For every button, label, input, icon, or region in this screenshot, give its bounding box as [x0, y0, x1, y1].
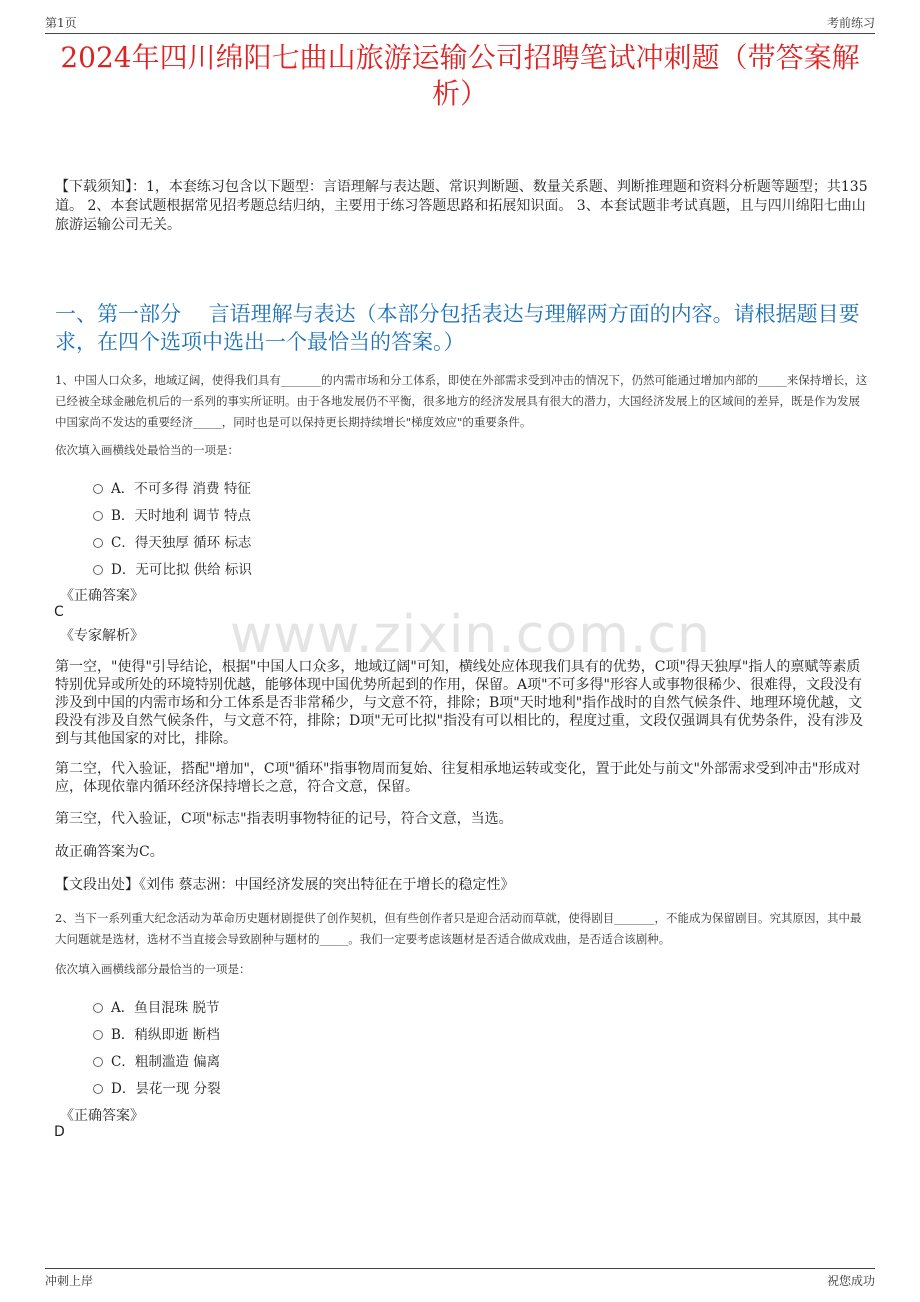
watermark: www.zixin.com.cn [230, 605, 711, 665]
question-1-analysis-label: 《专家解析》 [60, 628, 144, 644]
question-1-text: 1、中国人口众多，地域辽阔，使得我们具有_______的内需市场和分工体系，即使在外部需求受到冲击的情况下，仍然可能通过增加内部的_____来保持增长，这已经被全球金融危机后的一系列的事实所证明。由于各地发展仍不平衡，很多地方的经济发展具有很大的潜力，大国经济发展上的区域间的差异，既是作为发展中国家尚不发达的重要经济_____，同时也是可以保持更长期持续增长"梯度效应"的重要条件。 [55, 373, 868, 429]
section-title: 一、第一部分 言语理解与表达（本部分包括表达与理解两方面的内容。请根据题目要求，在四个选项中选出一个最恰当的答案。） [55, 302, 860, 354]
download-notice: 【下载须知】：1，本套练习包含以下题型：言语理解与表达题、常识判断题、数量关系题、判断推理题和资料分析题等题型；共135道。 2、本套试题根据常见招考题总结归纳，主要用于练习答题思路和拓展知识面。 3、本套试题非考试真题，且与四川绵阳七曲山旅游运输公司无关。 [55, 179, 868, 233]
option-label: A．不可多得 消费 特征 [111, 481, 251, 497]
radio-icon[interactable] [93, 538, 103, 548]
source-citation: 【文段出处】《刘伟 蔡志洲：中国经济发展的突出特征在于增长的稳定性》 [55, 877, 515, 893]
page-number: 第1页 [45, 16, 77, 30]
question-2-text: 2、当下一系列重大纪念活动为革命历史题材剧提供了创作契机，但有些创作者只是迎合活动而草就，使得剧目_______，不能成为保留剧目。究其原因，其中最大问题就是选材，选材不当直接会导致剧种与题材的_____。我们一定要考虑该题材是否适合做成戏曲，是否适合该剧种。 [55, 911, 862, 946]
header-divider [45, 33, 875, 34]
question-2-prompt: 依次填入画横线部分最恰当的一项是： [55, 962, 251, 976]
question-1-option-d[interactable] [93, 558, 252, 578]
option-label: D．昙花一现 分裂 [111, 1081, 221, 1097]
footer-divider [45, 1268, 875, 1269]
option-label: A．鱼目混珠 脱节 [111, 1000, 220, 1016]
question-2-option-c[interactable] [93, 1050, 220, 1070]
document-title: 2024年四川绵阳七曲山旅游运输公司招聘笔试冲刺题（带答案解析） [60, 41, 860, 110]
analysis-paragraph: 第三空，代入验证，C项"标志"指表明事物特征的记号，符合文意，当选。 [55, 811, 513, 827]
footer-right-text: 祝您成功 [826, 1274, 875, 1288]
question-1-option-b[interactable] [93, 504, 251, 524]
footer-left-text: 冲刺上岸 [45, 1274, 94, 1288]
option-label: C．粗制滥造 偏离 [111, 1054, 221, 1070]
question-2-option-b[interactable] [93, 1023, 220, 1043]
option-label: D．无可比拟 供给 标识 [111, 562, 252, 578]
question-2-option-d[interactable] [93, 1077, 221, 1097]
option-label: B．稍纵即逝 断档 [111, 1027, 220, 1043]
header-tag: 考前练习 [826, 16, 875, 30]
question-1-option-a[interactable] [93, 477, 251, 497]
question-1-answer-label: 《正确答案》 [60, 588, 144, 604]
question-1-option-c[interactable] [93, 531, 251, 551]
radio-icon[interactable] [93, 511, 103, 521]
radio-icon[interactable] [93, 1084, 103, 1094]
radio-icon[interactable] [93, 1057, 103, 1067]
option-label: B．天时地利 调节 特点 [111, 508, 252, 524]
radio-icon[interactable] [93, 1003, 103, 1013]
question-2-option-a[interactable] [93, 996, 220, 1016]
question-1-prompt: 依次填入画横线处最恰当的一项是： [55, 443, 239, 457]
analysis-conclusion: 故正确答案为C。 [55, 844, 164, 860]
radio-icon[interactable] [93, 565, 103, 575]
question-2-answer: D [54, 1124, 65, 1140]
analysis-paragraph: 第二空，代入验证，搭配"增加"，C项"循环"指事物周而复始、往复相承地运转或变化，置于此处与前文"外部需求受到冲击"形成对应，体现依靠内循环经济保持增长之意，符合文意，保留。 [55, 761, 861, 795]
radio-icon[interactable] [93, 484, 103, 494]
question-2-answer-label: 《正确答案》 [60, 1108, 144, 1124]
question-1-answer: C [54, 604, 64, 620]
radio-icon[interactable] [93, 1030, 103, 1040]
option-label: C．得天独厚 循环 标志 [111, 535, 252, 551]
analysis-paragraph: 第一空，"使得"引导结论，根据"中国人口众多，地域辽阔"可知，横线处应体现我们具有的优势，C项"得天独厚"指人的禀赋等素质特别优异或所处的环境特别优越，能够体现中国优势所起到的作用，保留。A项"不可多得"形容人或事物很稀少、很难得，文段没有涉及到中国的内需市场和分工体系是否非常稀少，与文意不符，排除；B项"天时地利"指作战时的自然气候条件、地理环境优越，文段没有涉及自然气候条件，与文意不符，排除；D项"无可比拟"指没有可以相比的，程度过重，文段仅强调具有优势条件，没有涉及到与其他国家的对比，排除。 [55, 659, 864, 747]
